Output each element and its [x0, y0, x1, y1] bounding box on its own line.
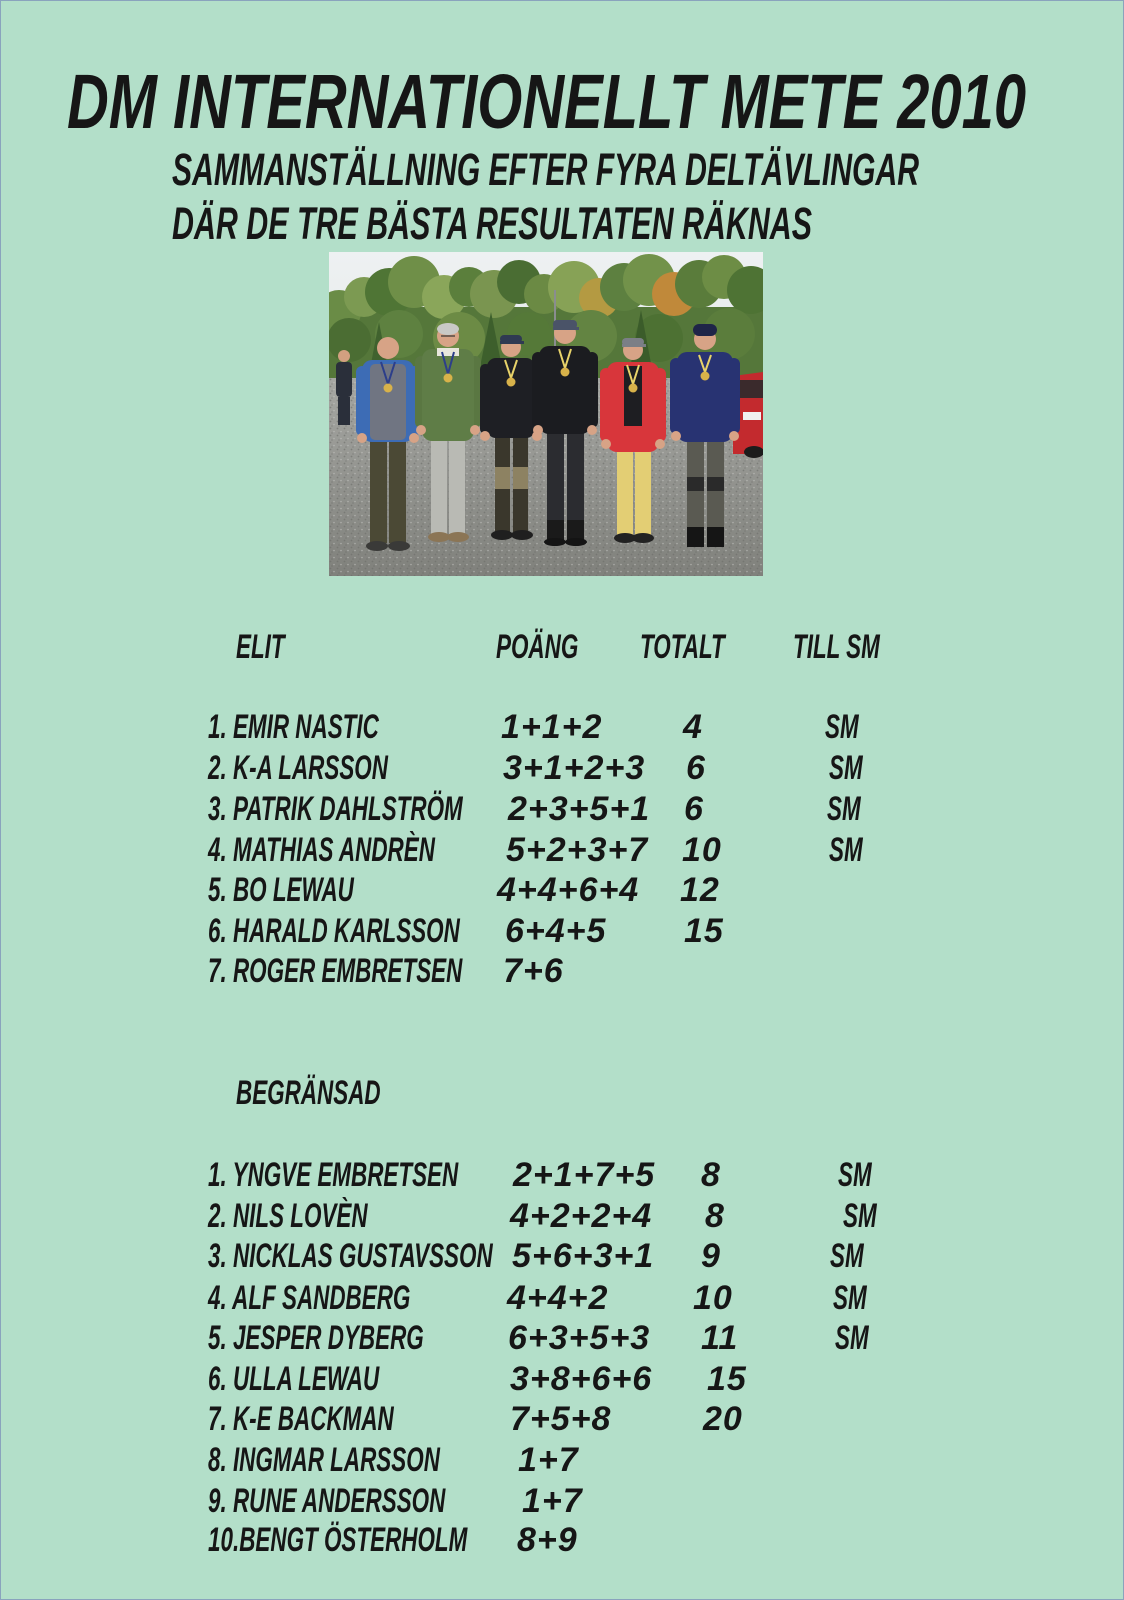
- total-points: 6: [684, 790, 704, 828]
- participant-name: 7. K-E BACKMAN: [208, 1400, 394, 1438]
- participant-name: 6. ULLA LEWAU: [208, 1360, 380, 1398]
- table-row: [1, 751, 1123, 785]
- column-header-points: POÄNG: [496, 628, 579, 666]
- total-points: 8: [705, 1197, 725, 1235]
- participant-name: 4. MATHIAS ANDRÈN: [208, 831, 435, 869]
- points-breakdown: 3+8+6+6: [510, 1360, 653, 1398]
- participant-name: 2. NILS LOVÈN: [208, 1197, 368, 1235]
- total-points: 8: [701, 1156, 721, 1194]
- sm-qualification: SM: [825, 708, 859, 746]
- points-breakdown: 5+2+3+7: [506, 831, 649, 869]
- table-row: [1, 1402, 1123, 1436]
- medal: [444, 374, 453, 383]
- subtitle-line-2: DÄR DE TRE BÄSTA RESULTATEN RÄKNAS: [172, 198, 812, 247]
- total-points: 4: [683, 708, 703, 746]
- page-title: DM INTERNATIONELLT METE 2010: [67, 59, 1027, 145]
- points-breakdown: 3+1+2+3: [503, 749, 646, 787]
- participant-name: 5. JESPER DYBERG: [208, 1319, 424, 1357]
- total-points: 20: [703, 1400, 743, 1438]
- points-breakdown: 5+6+3+1: [512, 1237, 655, 1275]
- participant-name: 6. HARALD KARLSSON: [208, 912, 460, 950]
- table-row: [1, 1523, 1123, 1557]
- points-breakdown: 7+5+8: [510, 1400, 612, 1438]
- participant-name: 3. NICKLAS GUSTAVSSON: [208, 1237, 493, 1275]
- points-breakdown: 4+2+2+4: [510, 1197, 653, 1235]
- participant-name: 1. EMIR NASTIC: [208, 708, 379, 746]
- total-points: 9: [701, 1237, 721, 1275]
- table-row: [1, 1484, 1123, 1518]
- participant-name: 2. K-A LARSSON: [208, 749, 388, 787]
- total-points: 10: [693, 1279, 733, 1317]
- begransad-header-row: [1, 1076, 1123, 1110]
- column-header-total: TOTALT: [640, 628, 725, 666]
- points-breakdown: 1+1+2: [501, 708, 603, 746]
- medal: [384, 384, 393, 393]
- points-breakdown: 6+3+5+3: [508, 1319, 651, 1357]
- total-points: 15: [707, 1360, 747, 1398]
- total-points: 11: [701, 1319, 739, 1357]
- points-breakdown: 7+6: [503, 952, 564, 990]
- total-points: 10: [682, 831, 722, 869]
- participant-name: 3. PATRIK DAHLSTRÖM: [208, 790, 463, 828]
- participant-name: 7. ROGER EMBRETSEN: [208, 952, 463, 990]
- table-row: [1, 1362, 1123, 1396]
- table-row: [1, 1158, 1123, 1192]
- points-breakdown: 8+9: [517, 1521, 578, 1559]
- table-row: [1, 1199, 1123, 1233]
- medal: [701, 372, 710, 381]
- sm-qualification: SM: [838, 1156, 872, 1194]
- table-row: [1, 710, 1123, 744]
- elit-header-row: [1, 630, 1123, 664]
- sm-qualification: SM: [830, 1237, 864, 1275]
- medal: [561, 368, 570, 377]
- sm-qualification: SM: [829, 831, 863, 869]
- total-points: 6: [686, 749, 706, 787]
- points-breakdown: 2+3+5+1: [508, 790, 651, 828]
- table-row: [1, 833, 1123, 867]
- participant-name: 4. ALF SANDBERG: [208, 1279, 411, 1317]
- subtitle-line-1: SAMMANSTÄLLNING EFTER FYRA DELTÄVLINGAR: [172, 144, 920, 195]
- sm-qualification: SM: [833, 1279, 867, 1317]
- table-row: [1, 1321, 1123, 1355]
- sm-qualification: SM: [843, 1197, 877, 1235]
- sm-qualification: SM: [829, 749, 863, 787]
- table-row: [1, 914, 1123, 948]
- total-points: 15: [684, 912, 724, 950]
- points-breakdown: 2+1+7+5: [513, 1156, 656, 1194]
- points-breakdown: 1+7: [522, 1482, 583, 1520]
- medal: [629, 384, 638, 393]
- sm-qualification: SM: [835, 1319, 869, 1357]
- participant-name: 10.BENGT ÖSTERHOLM: [208, 1521, 468, 1559]
- medal: [507, 378, 516, 387]
- table-row: [1, 954, 1123, 988]
- table-row: [1, 792, 1123, 826]
- points-breakdown: 1+7: [518, 1441, 579, 1479]
- points-breakdown: 6+4+5: [505, 912, 607, 950]
- participant-name: 8. INGMAR LARSSON: [208, 1441, 440, 1479]
- participant-name: 9. RUNE ANDERSSON: [208, 1482, 446, 1520]
- participant-name: 1. YNGVE EMBRETSEN: [208, 1156, 459, 1194]
- sm-qualification: SM: [827, 790, 861, 828]
- group-photo: [329, 252, 763, 576]
- participant-name: 5. BO LEWAU: [208, 871, 354, 909]
- table-row: [1, 1443, 1123, 1477]
- table-row: [1, 1281, 1123, 1315]
- table-row: [1, 1239, 1123, 1273]
- points-breakdown: 4+4+6+4: [497, 871, 640, 909]
- heading-block: [1, 1, 1124, 247]
- section-heading-elit: ELIT: [236, 628, 285, 666]
- table-row: [1, 873, 1123, 907]
- section-heading-begransad: BEGRÄNSAD: [236, 1074, 381, 1112]
- points-breakdown: 4+4+2: [507, 1279, 609, 1317]
- column-header-to-sm: TILL SM: [793, 628, 880, 666]
- total-points: 12: [680, 871, 720, 909]
